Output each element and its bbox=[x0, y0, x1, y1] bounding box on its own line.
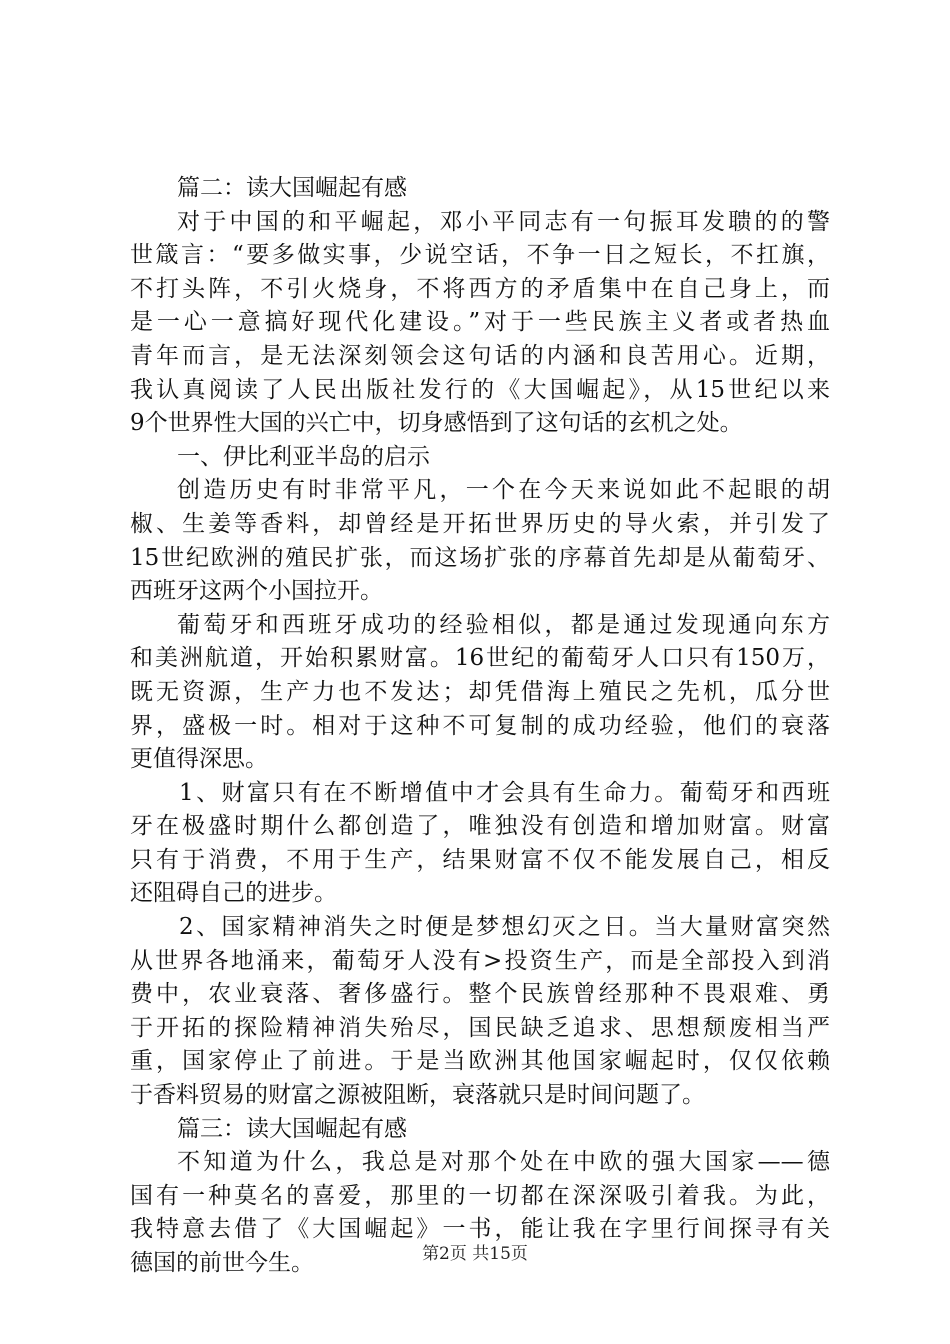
paragraph-line: 9个世界性大国的兴亡中，切身感悟到了这句话的玄机之处。 bbox=[130, 410, 743, 437]
section-heading-part-three: 篇三：读大国崛起有感 bbox=[177, 1115, 407, 1142]
page-footer: 第2页 共15页 bbox=[422, 1244, 528, 1264]
paragraph-line: 不打头阵，不引火烧身，不将西方的矛盾集中在自己身上，而 bbox=[130, 275, 830, 302]
paragraph-line: 只有于消费，不用于生产，结果财富不仅不能发展自己，相反 bbox=[130, 846, 830, 873]
paragraph-line: 更值得深思。 bbox=[130, 746, 268, 773]
paragraph-line: 和美洲航道，开始积累财富。16世纪的葡萄牙人口只有150万， bbox=[130, 645, 830, 672]
paragraph-line: 西班牙这两个小国拉开。 bbox=[130, 578, 383, 605]
paragraph-line: 是一心一意搞好现代化建设。”对于一些民族主义者或者热血 bbox=[130, 309, 830, 336]
paragraph-line: 费中，农业衰落、奢侈盛行。整个民族曾经那种不畏艰难、勇 bbox=[130, 981, 830, 1008]
paragraph-line: 青年而言，是无法深刻领会这句话的内涵和良苦用心。近期， bbox=[130, 342, 830, 369]
paragraph-line: 葡萄牙和西班牙成功的经验相似，都是通过发现通向东方 bbox=[177, 611, 830, 638]
subsection-heading: 一、伊比利亚半岛的启示 bbox=[177, 443, 430, 470]
paragraph-line: 从世界各地涌来，葡萄牙人没有>投资生产，而是全部投入到消 bbox=[130, 947, 830, 974]
paragraph-line: 2、国家精神消失之时便是梦想幻灭之日。当大量财富突然 bbox=[179, 914, 830, 941]
paragraph-line: 既无资源，生产力也不发达；却凭借海上殖民之先机，瓜分世 bbox=[130, 678, 830, 705]
paragraph-line: 我特意去借了《大国崛起》一书，能让我在字里行间探寻有关 bbox=[130, 1216, 830, 1243]
paragraph-line: 界，盛极一时。相对于这种不可复制的成功经验，他们的衰落 bbox=[130, 712, 830, 739]
paragraph-line: 创造历史有时非常平凡，一个在今天来说如此不起眼的胡 bbox=[177, 477, 830, 504]
paragraph-line: 牙在极盛时期什么都创造了，唯独没有创造和增加财富。财富 bbox=[130, 813, 830, 840]
paragraph-line: 国有一种莫名的喜爱，那里的一切都在深深吸引着我。为此， bbox=[130, 1182, 830, 1209]
paragraph-line: 椒、生姜等香料，却曾经是开拓世界历史的导火索，并引发了 bbox=[130, 510, 830, 537]
paragraph-line: 德国的前世今生。 bbox=[130, 1250, 314, 1276]
paragraph-line: 于开拓的探险精神消失殆尽，国民缺乏追求、思想颓废相当严 bbox=[130, 1014, 830, 1041]
paragraph-line: 还阻碍自己的进步。 bbox=[130, 880, 337, 907]
paragraph-line: 重，国家停止了前进。于是当欧洲其他国家崛起时，仅仅依赖 bbox=[130, 1048, 830, 1075]
document-body bbox=[130, 172, 830, 1281]
paragraph-line: 我认真阅读了人民出版社发行的《大国崛起》，从15世纪以来 bbox=[130, 376, 830, 403]
paragraph-line: 1、财富只有在不断增值中才会具有生命力。葡萄牙和西班 bbox=[179, 779, 830, 806]
paragraph-line: 于香料贸易的财富之源被阻断，衰落就只是时间问题了。 bbox=[130, 1082, 705, 1109]
paragraph-line: 15世纪欧洲的殖民扩张，而这场扩张的序幕首先却是从葡萄牙、 bbox=[130, 544, 830, 571]
paragraph-line: 世箴言：“要多做实事，少说空话，不争一日之短长，不扛旗， bbox=[130, 242, 830, 269]
section-heading-part-two: 篇二：读大国崛起有感 bbox=[177, 175, 407, 201]
paragraph-line: 对于中国的和平崛起，邓小平同志有一句振耳发聩的的警 bbox=[177, 208, 830, 235]
paragraph-line: 不知道为什么，我总是对那个处在中欧的强大国家——德 bbox=[177, 1149, 830, 1176]
